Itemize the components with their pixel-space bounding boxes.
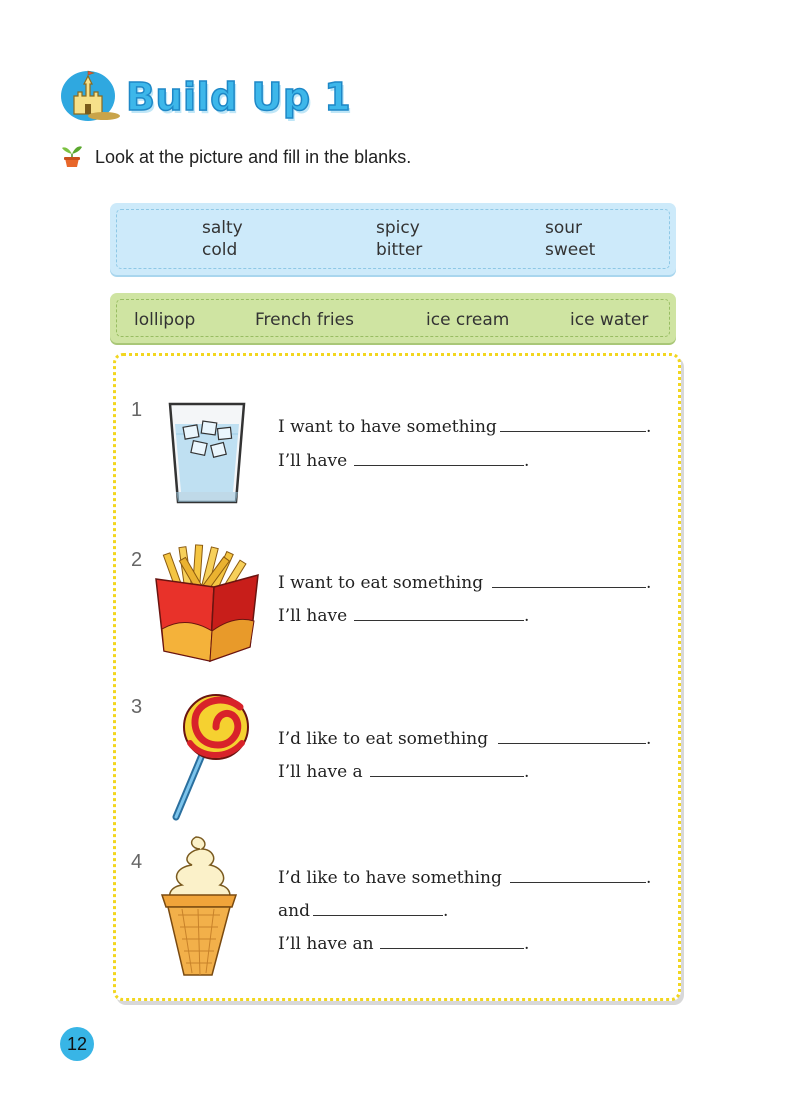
period: . <box>646 868 652 888</box>
word-ice-water: ice water <box>570 310 649 330</box>
sentence-2a: I want to eat something <box>278 573 484 593</box>
period: . <box>646 573 652 593</box>
sandcastle-icon <box>60 70 122 122</box>
sentence-4c: I’ll have an <box>278 934 374 954</box>
sentence-1a: I want to have something <box>278 417 497 437</box>
french-fries-icon <box>150 543 262 670</box>
blank-3b[interactable] <box>370 776 524 777</box>
glass-of-ice-water-icon <box>162 398 252 515</box>
period: . <box>524 451 530 471</box>
sentence-3b: I’ll have a <box>278 762 363 782</box>
sentence-3a: I’d like to eat something <box>278 729 489 749</box>
blank-4a[interactable] <box>510 882 646 883</box>
blank-1b[interactable] <box>354 465 524 466</box>
instruction-text: Look at the picture and fill in the blanks. <box>95 147 412 167</box>
blank-2a[interactable] <box>492 587 646 588</box>
word-cold: cold <box>202 240 238 260</box>
exercise-number: 1 <box>131 399 143 421</box>
word-sweet: sweet <box>545 240 596 260</box>
taste-word-bank <box>110 203 676 275</box>
seedling-pot-icon <box>60 142 84 168</box>
blank-4b[interactable] <box>313 915 443 916</box>
exercise-number: 4 <box>131 851 143 873</box>
period: . <box>646 729 652 749</box>
word-sour: sour <box>545 218 583 238</box>
food-word-bank <box>110 293 676 343</box>
word-lollipop: lollipop <box>134 310 196 330</box>
blank-3a[interactable] <box>498 743 646 744</box>
period: . <box>524 934 530 954</box>
exercise-number: 2 <box>131 549 143 571</box>
sentence-4b: and <box>278 901 310 921</box>
blank-1a[interactable] <box>500 431 646 432</box>
word-salty: salty <box>202 218 243 238</box>
blank-4c[interactable] <box>380 948 524 949</box>
sentence-4a: I’d like to have something <box>278 868 502 888</box>
word-french-fries: French fries <box>255 310 354 330</box>
page-number: 12 <box>60 1027 94 1061</box>
word-spicy: spicy <box>376 218 420 238</box>
exercise-number: 3 <box>131 696 143 718</box>
blank-2b[interactable] <box>354 620 524 621</box>
period: . <box>524 606 530 626</box>
sentence-2b: I’ll have <box>278 606 348 626</box>
ice-cream-cone-icon <box>158 833 240 984</box>
sentence-1b: I’ll have <box>278 451 348 471</box>
period: . <box>443 901 449 921</box>
word-ice-cream: ice cream <box>426 310 510 330</box>
page-title: Build Up 1 <box>126 75 352 119</box>
period: . <box>646 417 652 437</box>
period: . <box>524 762 530 782</box>
lollipop-icon <box>160 693 252 826</box>
word-bitter: bitter <box>376 240 423 260</box>
